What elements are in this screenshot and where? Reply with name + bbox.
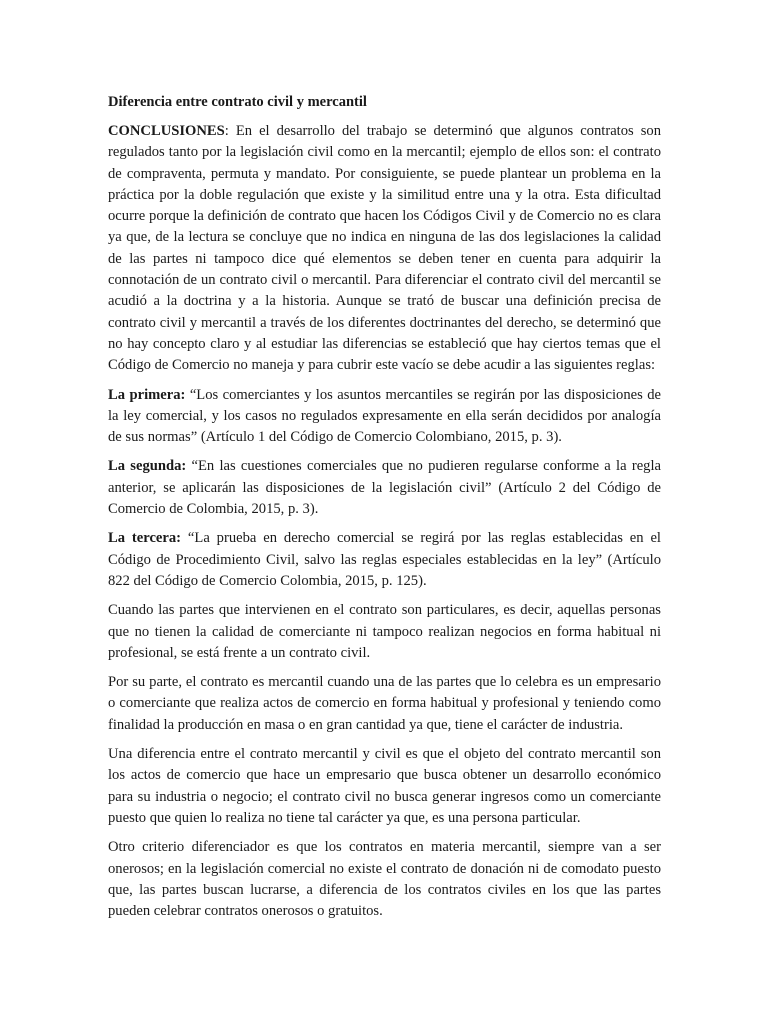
paragraph-text: Cuando las partes que intervienen en el contrato son particulares, es decir, aquellas personas que no tienen la calidad de comerciante ni tampoco realizan negocios en forma habitual ni profesional, se está frente a un contrato civil. [108,602,661,661]
paragraph-text: : En el desarrollo del trabajo se determinó que algunos contratos son regulados tanto por la legislación civil como en la mercantil; ejemplo de ellos son: el contrato de compraventa, permuta y mandato. Por consiguiente, se puede plantear un problema en la práctica por la doble regulación que existe y la similitud entre una y la otra. Esta dificultad ocurre porque la definición de contrato que hacen los Códigos Civil y de Comercio no es clara ya que, de la lectura se concluye que no indica en ninguna de las dos legislaciones la calidad de las partes ni tampoco dice qué elementos se deben tener en cuenta para adquirir la connotación de un contrato civil o mercantil. Para diferenciar el contrato civil del mercantil se acudió a la doctrina y a la historia. Aunque se trató de buscar una definición precisa de contrato civil y mercantil a través de los diferentes doctrinantes del derecho, se determinó que no hay concepto claro y al estudiar las diferencias se estableció que hay ciertos temas que el Código de Comercio no maneja y para cubrir este vacío se debe acudir a las siguientes reglas: [108,123,661,374]
paragraph-rule-third [108,528,661,592]
document-title: Diferencia entre contrato civil y mercantil [108,94,367,110]
paragraph-lead: CONCLUSIONES [108,123,225,139]
paragraph-conclusiones [108,121,661,377]
paragraph-rule-second [108,456,661,520]
paragraph-text: “La prueba en derecho comercial se regirá por las reglas establecidas en el Código de Procedimiento Civil, salvo las reglas especiales establecidas en la ley” (Artículo 822 del Código de Comercio Colombia, 2015, p. 125). [108,530,661,589]
paragraph-civil-contract [108,600,661,664]
paragraph-lead: La primera: [108,386,186,403]
paragraph-text: “Los comerciantes y los asuntos mercantiles se regirán por las disposiciones de la ley comercial, y los casos no regulados expresamente en ella serán decididos por analogía de sus normas” (Artículo 1 del Código de Comercio Colombiano, 2015, p. 3). [108,386,661,446]
paragraph-mercantile-contract [108,672,661,736]
paragraph-lead: La tercera: [108,530,182,547]
paragraph-text: Por su parte, el contrato es mercantil cuando una de las partes que lo celebra es un empresario o comerciante que realiza actos de comercio en forma habitual y profesional y teniendo como finalidad la producción en masa o en gran cantidad ya que, tiene el carácter de industria. [108,674,661,733]
paragraph-onerous-criterion [108,837,661,922]
paragraph-object-difference [108,744,661,829]
paragraph-text: “En las cuestiones comerciales que no pudieren regularse conforme a la regla anterior, se aplicarán las disposiciones de la legislación civil” (Artículo 2 del Código de Comercio de Colombia, 2015, p. 3). [108,458,661,518]
paragraph-text: Una diferencia entre el contrato mercantil y civil es que el objeto del contrato mercantil son los actos de comercio que hace un empresario que busca obtener un desarrollo económico para su industria o negocio; el contrato civil no busca generar ingresos como un comerciante puesto que quien lo realiza no tiene tal carácter ya que, es una persona particular. [108,746,661,826]
paragraph-lead: La segunda: [108,458,187,475]
paragraph-text: Otro criterio diferenciador es que los contratos en materia mercantil, siempre van a ser onerosos; en la legislación comercial no existe el contrato de donación ni de comodato puesto que, las partes buscan lucrarse, a diferencia de los contratos civiles en los que las partes pueden celebrar contratos onerosos o gratuitos. [108,839,661,920]
paragraph-rule-first [108,385,661,449]
